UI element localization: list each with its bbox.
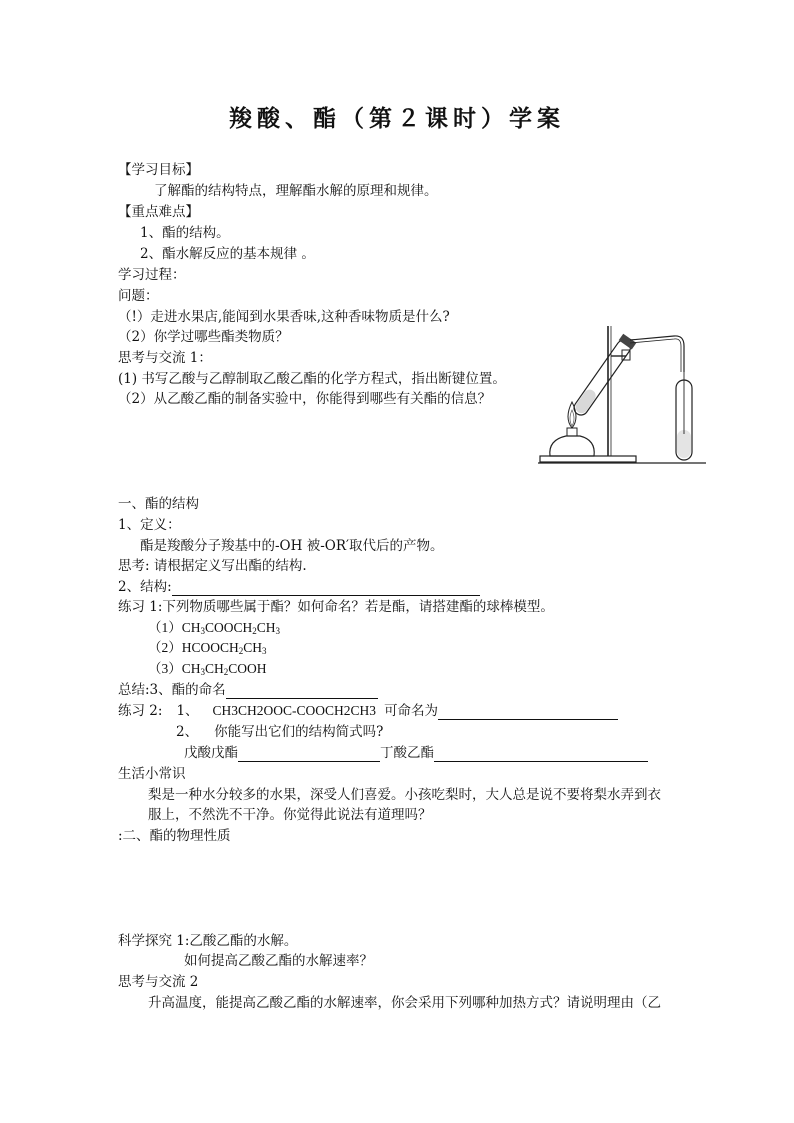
formula-part: CH [181, 661, 201, 676]
section1-heading: 一、酯的结构 [118, 496, 199, 512]
question-heading: 问题： [118, 288, 159, 304]
definition-label: 1、定义： [118, 517, 181, 533]
formula-subscript: 3 [262, 646, 267, 656]
exercise2-item1-number: 1、 [176, 703, 199, 719]
formula-part: CH [256, 620, 276, 635]
formula-part: HCOOCH [181, 640, 239, 655]
exercise2-label: 练习 2: [118, 703, 163, 719]
compound-3 [148, 660, 267, 681]
ester-1-formula-blank[interactable] [238, 747, 380, 762]
ester-name-1: 戊酸戊酯 [184, 745, 238, 761]
think1-q1: (1) 书写乙酸与乙醇制取乙酸乙酯的化学方程式，指出断键位置。 [118, 371, 506, 387]
compound-3-number: （3） [148, 661, 182, 676]
formula-subscript: 3 [200, 667, 206, 677]
structure-label: 2、结构: [118, 579, 172, 595]
formula-part: CH [205, 661, 224, 676]
stopper [619, 334, 637, 350]
keypoints-heading: 【重点难点】 [118, 204, 199, 220]
compound-1-number: （1） [148, 620, 182, 635]
exercise2-name-blank[interactable] [438, 705, 618, 720]
exercise2-formula: CH3CH2OOC-COOCH2CH3 [212, 703, 377, 718]
formula-subscript: 3 [275, 626, 281, 636]
reaction-tube [570, 334, 636, 419]
process-heading: 学习过程： [118, 267, 186, 283]
section2-heading: :二、酯的物理性质 [118, 828, 231, 844]
goals-text: 了解酯的结构特点，理解酯水解的原理和规律。 [154, 183, 438, 199]
delivery-tube [630, 336, 684, 372]
esterification-apparatus-illustration [538, 322, 708, 468]
explore1-question: 如何提高乙酸乙酯的水解速率？ [184, 953, 373, 969]
think1-heading: 思考与交流 1： [118, 350, 212, 366]
formula-part: COOCH [205, 620, 253, 635]
exercise2-line1 [118, 702, 618, 720]
summary-naming-label: 总结:3、酯的命名 [118, 682, 226, 698]
compound-1 [148, 619, 280, 640]
think2-heading: 思考与交流 2 [118, 974, 199, 990]
exercise2-item2-number: 2、 [176, 724, 199, 740]
exercise2-line2 [176, 723, 383, 741]
exercise2-can-name: 可命名为 [384, 703, 439, 719]
stand-base [540, 456, 636, 462]
think-structure: 思考: 请根据定义写出酯的结构. [118, 558, 307, 574]
think2-text: 升高温度，能提高乙酸乙酯的水解速率，你会采用下列哪种加热方式？请说明理由（乙 [148, 995, 661, 1011]
ester-name-2: 丁酸乙酯 [380, 745, 434, 761]
compound-2-number: （2） [148, 640, 182, 655]
keypoint-1: 1、酯的结构。 [140, 225, 230, 241]
question-1: （!）走进水果店,能闻到水果香味,这种香味物质是什么? [118, 309, 450, 325]
explore1-heading: 科学探究 1:乙酸乙酯的水解。 [118, 933, 298, 949]
formula-subscript: 2 [252, 626, 257, 636]
exercise2-question: 你能写出它们的结构简式吗? [214, 724, 384, 740]
formula-subscript: 2 [223, 667, 229, 677]
exercise2-line3 [184, 744, 648, 762]
page-title: 羧酸、酯（第２课时）学案 [229, 105, 565, 132]
formula-part: COOH [228, 661, 267, 676]
life-tip-line2: 服上，不然洗不干净。你觉得此说法有道理吗？ [148, 807, 432, 823]
goals-heading: 【学习目标】 [118, 162, 199, 178]
naming-answer-blank[interactable] [226, 684, 378, 699]
structure-line [118, 578, 480, 596]
question-2: （2）你学过哪些酯类物质？ [118, 329, 289, 345]
alcohol-lamp [550, 436, 594, 456]
formula-part: CH [243, 640, 263, 655]
structure-answer-blank[interactable] [172, 581, 480, 596]
definition-text: 酯是羧酸分子羧基中的-OH 被-OR′取代后的产物。 [140, 538, 444, 554]
exercise1-prompt: 练习 1:下列物质哪些属于酯？如何命名？若是酯，请搭建酯的球棒模型。 [118, 599, 554, 615]
think1-q2: （2）从乙酸乙酯的制备实验中，你能得到哪些有关酯的信息？ [118, 391, 492, 407]
summary-naming-line [118, 681, 378, 699]
keypoint-2: 2、酯水解反应的基本规律 。 [140, 246, 315, 262]
formula-subscript: 2 [238, 646, 244, 656]
formula-subscript: 3 [200, 626, 206, 636]
life-tip-line1: 梨是一种水分较多的水果，深受人们喜爱。小孩吃梨时，大人总是说不要将梨水弄到衣 [148, 787, 661, 803]
ester-2-formula-blank[interactable] [434, 747, 648, 762]
life-tip-heading: 生活小常识 [118, 766, 186, 782]
compound-2 [148, 639, 267, 660]
formula-part: CH [181, 620, 201, 635]
